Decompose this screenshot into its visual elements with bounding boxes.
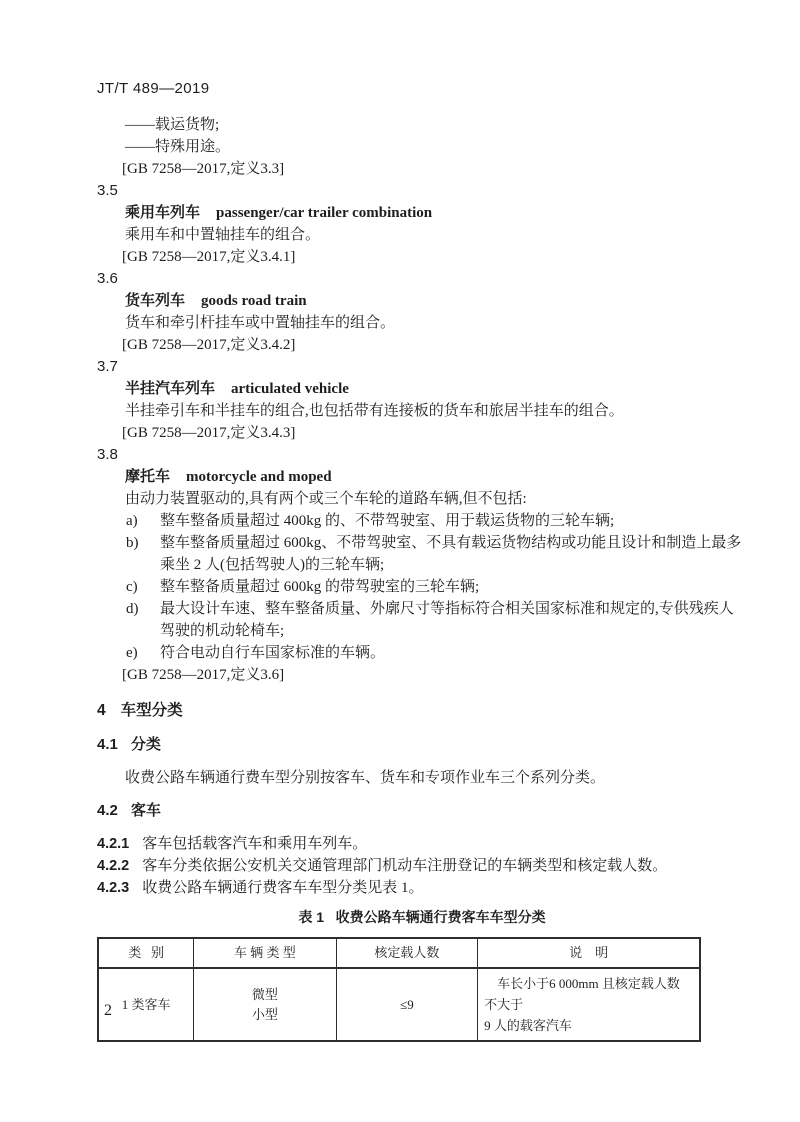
cell-description [478,968,700,1041]
chapter-number: 4 [97,702,106,719]
list-item-text: 整车整备质量超过 600kg 的带驾驶室的三轮车辆; [160,579,480,595]
clause-text: 客车包括载客汽车和乘用车列车。 [142,836,368,852]
description-line: 9 人的载客汽车 [484,1018,572,1033]
table-header-row [98,938,700,968]
section-number: 4.2 [97,802,118,819]
clause-text: 客车分类依据公安机关交通管理部门机动车注册登记的车辆类型和核定载人数。 [142,858,668,874]
col-header-approved-passengers: 核定载人数 [336,938,477,968]
definition-3-8 [97,444,747,686]
section-title: 分类 [130,736,161,753]
term-line [97,290,747,312]
list-item-text: 整车整备质量超过 600kg、不带驾驶室、不具有载运货物结构或功能且设计和制造上最多乘坐 2 人(包括驾驶人)的三轮车辆; [160,535,742,573]
term-definition: 乘用车和中置轴挂车的组合。 [125,227,321,243]
list-marker: c) [126,579,138,595]
document-content [97,78,747,1042]
definition-3-6 [97,268,747,356]
list-item [97,532,747,576]
term-zh: 摩托车 [125,468,171,485]
list-item-text: 整车整备质量超过 400kg 的、不带驾驶室、用于载运货物的三轮车辆; [160,513,615,529]
vehicle-classification-table [97,937,701,1042]
term-en: motorcycle and moped [186,469,332,485]
list-marker: a) [126,513,138,529]
dash-item: ——特殊用途。 [125,139,231,155]
term-number: 3.5 [97,182,118,199]
term-line [97,378,747,400]
doc-code-header: JT/T 489—2019 [97,80,210,97]
section-paragraph: 收费公路车辆通行费车型分别按客车、货车和专项作业车三个系列分类。 [125,770,606,786]
list-marker: b) [126,535,139,551]
definition-3-5 [97,180,747,268]
table-row [98,968,700,1041]
section-heading-4-2 [97,800,747,822]
term-definition: 货车和牵引杆挂车或中置轴挂车的组合。 [125,315,396,331]
vehicle-type-line: 微型 [251,986,278,1002]
clause-4-2-1 [97,833,747,855]
term-zh: 货车列车 [125,292,186,309]
source-ref: [GB 7258—2017,定义3.4.2] [122,337,296,353]
clause-number: 4.2.2 [97,858,130,874]
list-item [97,642,747,664]
term-number: 3.6 [97,270,118,287]
cell-category: 1 类客车 [98,968,194,1041]
source-ref: [GB 7258—2017,定义3.3] [122,161,285,177]
term-zh: 乘用车列车 [125,204,201,221]
list-marker: e) [126,645,138,661]
table-caption: 表 1 收费公路车辆通行费客车车型分类 [298,909,546,925]
list-marker: d) [126,601,139,617]
preamble-section [97,114,747,180]
section-heading-4-1 [97,734,747,756]
term-number: 3.7 [97,358,118,375]
definition-3-7 [97,356,747,444]
dash-item: ——载运货物; [125,117,220,133]
chapter-heading [97,700,747,722]
vehicle-type-line: 小型 [251,1006,278,1022]
term-en: articulated vehicle [231,381,349,397]
page-number: 2 [104,1002,112,1019]
source-ref: [GB 7258—2017,定义3.6] [122,667,285,683]
col-header-vehicle-type: 车 辆 类 型 [194,938,336,968]
section-number: 4.1 [97,736,118,753]
list-item-text: 符合电动自行车国家标准的车辆。 [160,645,386,661]
cell-vehicle-types [194,968,336,1041]
term-en: goods road train [201,293,307,309]
clause-number: 4.2.1 [97,836,130,852]
clause-text: 收费公路车辆通行费客车车型分类见表 1。 [142,880,424,896]
cell-approved-passengers: ≤9 [336,968,477,1041]
source-ref: [GB 7258—2017,定义3.4.3] [122,425,296,441]
term-definition: 半挂牵引车和半挂车的组合,也包括带有连接板的货车和旅居半挂车的组合。 [125,403,624,419]
term-number: 3.8 [97,446,118,463]
source-ref: [GB 7258—2017,定义3.4.1] [122,249,296,265]
chapter-title: 车型分类 [120,702,183,719]
term-definition: 由动力装置驱动的,具有两个或三个车轮的道路车辆,但不包括: [125,491,527,507]
clause-4-2-3 [97,877,747,899]
term-zh: 半挂汽车列车 [125,380,216,397]
term-line [97,202,747,224]
list-item [97,598,747,642]
list-item [97,510,747,532]
col-header-description: 说 明 [478,938,700,968]
col-header-category: 类 别 [98,938,194,968]
clause-4-2-2 [97,855,747,877]
list-item-text: 最大设计车速、整车整备质量、外廓尺寸等指标符合相关国家标准和规定的,专供残疾人驾驶的机动轮椅车; [160,601,734,639]
list-item [97,576,747,598]
section-title: 客车 [130,802,161,819]
term-en: passenger/car trailer combination [216,205,433,221]
description-line: 车长小于6 000mm 且核定载人数不大于 [484,976,680,1012]
clause-number: 4.2.3 [97,880,130,896]
term-line [97,466,747,488]
